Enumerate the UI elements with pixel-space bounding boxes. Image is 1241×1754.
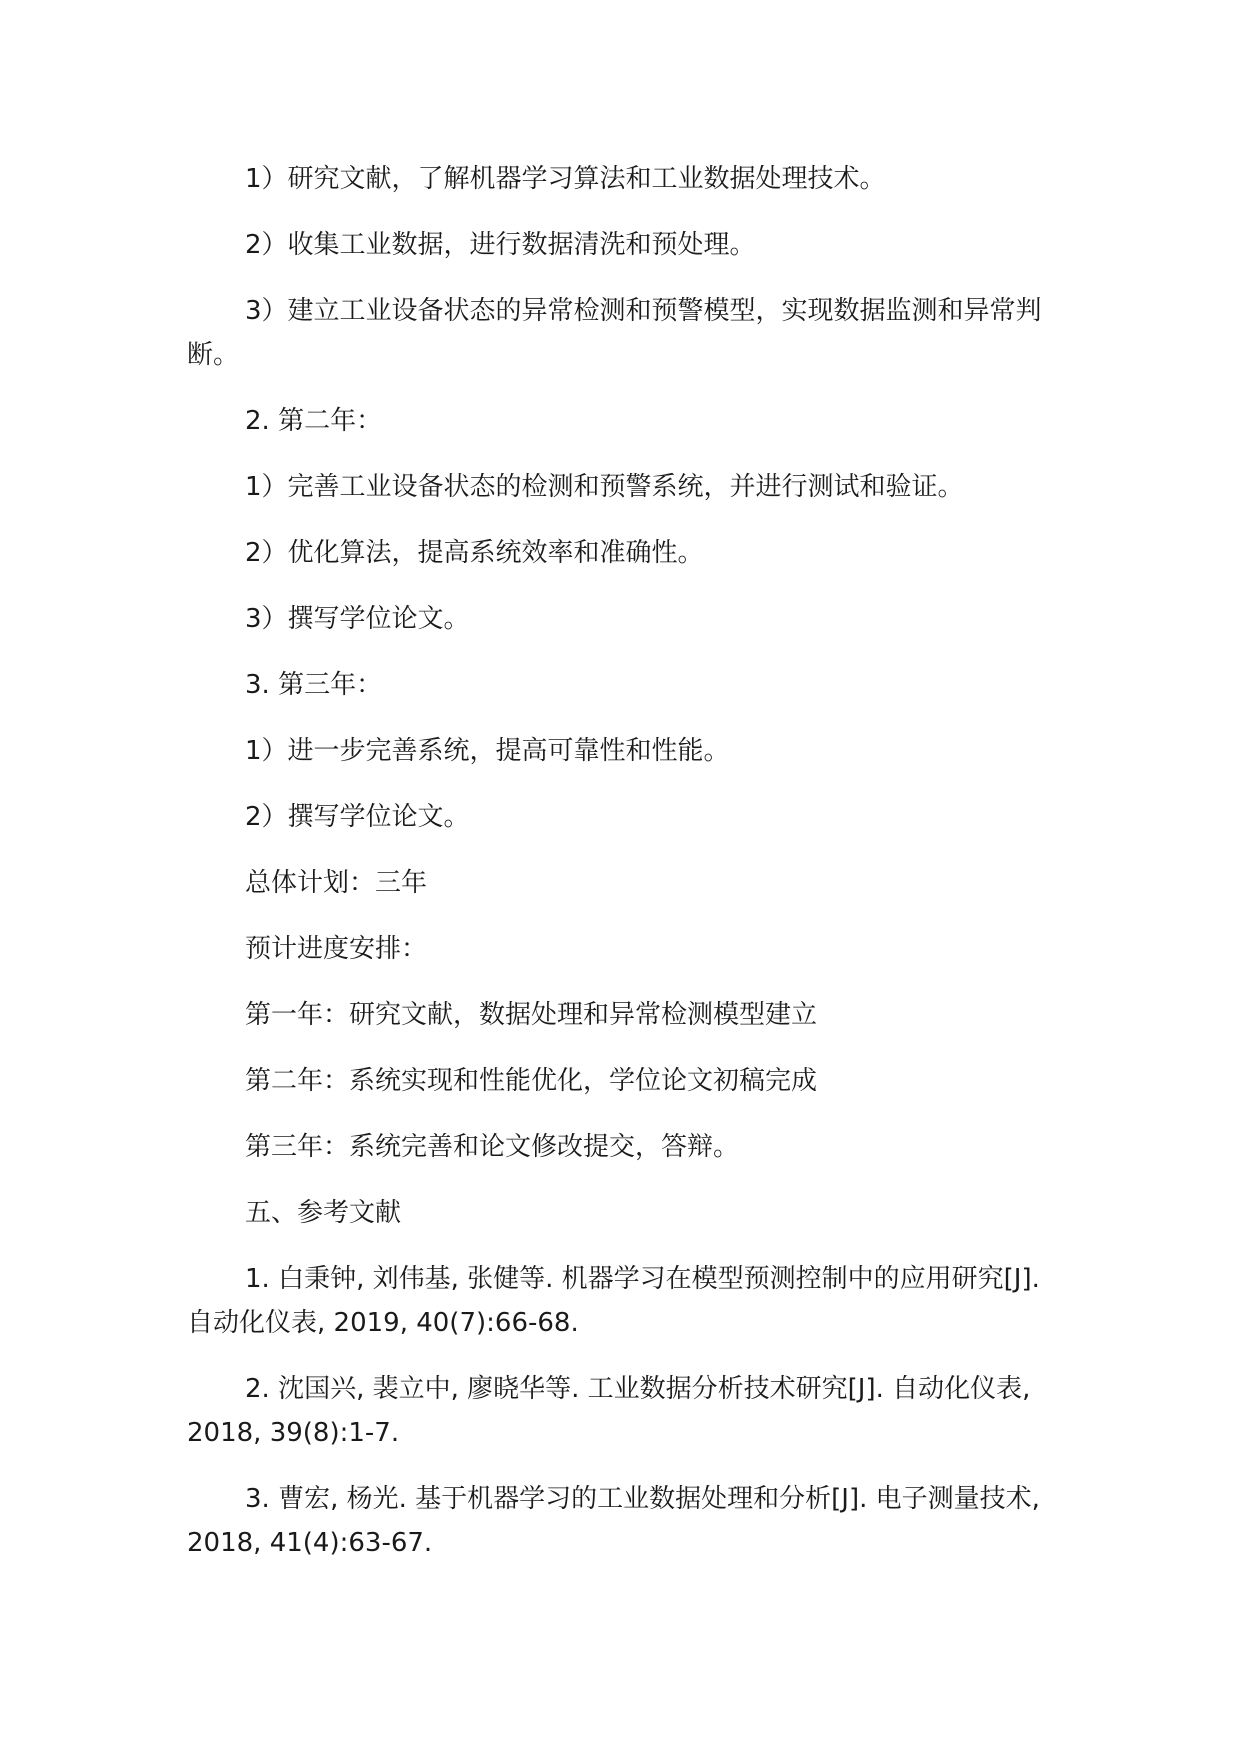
- schedule-heading: 预计进度安排：: [245, 934, 428, 964]
- overall-plan: 总体计划：三年: [245, 868, 428, 898]
- reference-3: 3. 曹宏, 杨光. 基于机器学习的工业数据处理和分析[J]. 电子测量技术, 2018, 41(4):63-67.: [187, 1484, 1040, 1558]
- plan-step-3-1: 1）进一步完善系统，提高可靠性和性能。: [245, 736, 730, 766]
- reference-1: 1. 白秉钟, 刘伟基, 张健等. 机器学习在模型预测控制中的应用研究[J]. 自动化仪表, 2019, 40(7):66-68.: [187, 1264, 1040, 1338]
- schedule-year-1: 第一年：研究文献，数据处理和异常检测模型建立: [245, 1000, 818, 1030]
- plan-step-2-2: 2）优化算法，提高系统效率和准确性。: [245, 538, 704, 568]
- schedule-year-2: 第二年：系统实现和性能优化，学位论文初稿完成: [245, 1066, 818, 1096]
- year-2-heading: 2. 第二年：: [245, 406, 383, 436]
- plan-step-1-1: 1）研究文献，了解机器学习算法和工业数据处理技术。: [245, 164, 886, 194]
- plan-step-1-2: 2）收集工业数据，进行数据清洗和预处理。: [245, 230, 756, 260]
- year-3-heading: 3. 第三年：: [245, 670, 383, 700]
- plan-step-1-3: 3）建立工业设备状态的异常检测和预警模型，实现数据监测和异常判断。: [187, 296, 1042, 370]
- schedule-year-3: 第三年：系统完善和论文修改提交，答辩。: [245, 1132, 740, 1162]
- plan-step-2-3: 3）撰写学位论文。: [245, 604, 470, 634]
- reference-2: 2. 沈国兴, 裴立中, 廖晓华等. 工业数据分析技术研究[J]. 自动化仪表, 2018, 39(8):1-7.: [187, 1374, 1031, 1448]
- plan-step-2-1: 1）完善工业设备状态的检测和预警系统，并进行测试和验证。: [245, 472, 964, 502]
- references-heading: 五、参考文献: [245, 1198, 402, 1228]
- plan-step-3-2: 2）撰写学位论文。: [245, 802, 470, 832]
- document-body: [187, 157, 1055, 1587]
